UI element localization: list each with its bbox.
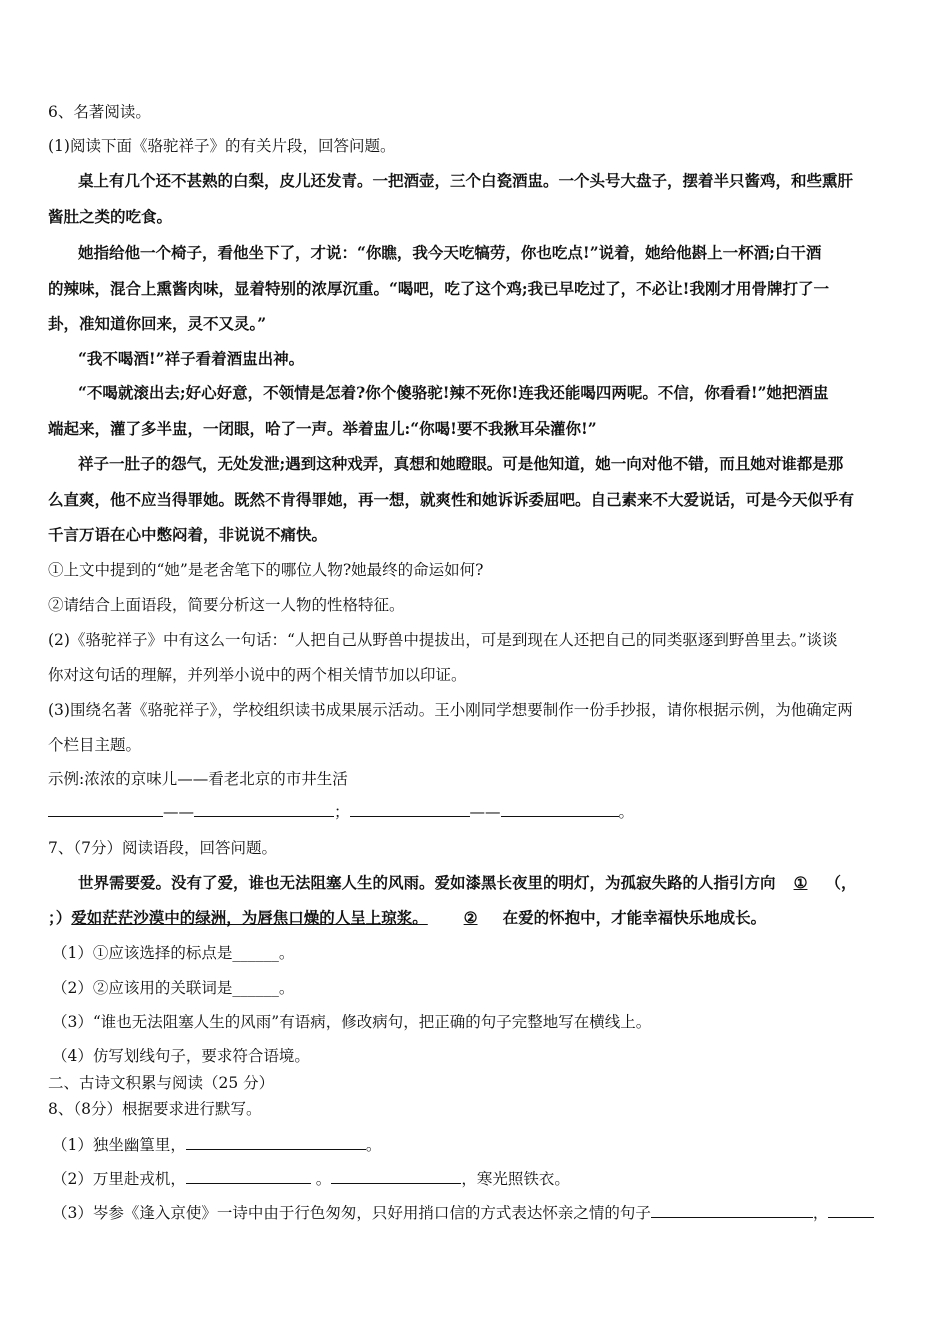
answer-blank[interactable] bbox=[501, 800, 619, 817]
passage-line: “我不喝酒!”祥子看着酒盅出神。 bbox=[78, 349, 305, 368]
q6-sub1: ①上文中提到的“她”是老舍笔下的哪位人物?她最终的命运如何? bbox=[48, 561, 484, 579]
passage-line: 的辣味，混合上熏酱肉味，显着特别的浓厚沉重。“喝吧，吃了这个鸡;我已早吃过了，不必让!我刚才用骨牌打了一 bbox=[48, 279, 829, 298]
q7-title: 7、（7分）阅读语段，回答问题。 bbox=[48, 839, 277, 857]
q8-sub2-text: （2）万里赴戎机， bbox=[52, 1170, 186, 1188]
passage-line: 桌上有几个还不甚熟的白梨，皮儿还发青。一把酒壶，三个白瓷酒盅。一个头号大盘子，摆着半只酱鸡，和些熏肝 bbox=[78, 171, 854, 190]
q8-sub3-text: （3）岑参《逢入京使》一诗中由于行色匆匆，只好用捎口信的方式表达怀亲之情的句子 bbox=[52, 1204, 651, 1222]
passage-line: 么直爽，他不应当得罪她。既然不肯得罪她，再一想，就爽性和她诉诉委屈吧。自己素来不大爱说话，可是今天似乎有 bbox=[48, 490, 855, 509]
blank-mark-2[interactable]: ② bbox=[463, 908, 478, 927]
answer-blank[interactable] bbox=[186, 1167, 311, 1184]
answer-blank[interactable] bbox=[48, 800, 163, 817]
q7-sub3: （3）“谁也无法阻塞人生的风雨”有语病，修改病句，把正确的句子完整地写在横线上。 bbox=[52, 1013, 652, 1031]
passage-line: “不喝就滚出去;好心好意，不领情是怎着?你个傻骆驼!辣不死你!连我还能喝四两呢。不信，你看看!”她把酒盅 bbox=[78, 383, 829, 402]
blank-mark-1[interactable]: ① bbox=[793, 873, 808, 892]
q8-sub2-end: ，寒光照铁衣。 bbox=[461, 1170, 570, 1188]
q6-part2-line1: (2)《骆驼祥子》中有这么一句话：“人把自己从野兽中提拔出，可是到现在人还把自己的同类驱逐到野兽里去。”谈谈 bbox=[48, 631, 838, 649]
answer-blank[interactable] bbox=[350, 800, 470, 817]
q6-part3-line1: (3)围绕名著《骆驼祥子》，学校组织读书成果展示活动。王小刚同学想要制作一份手抄报，请你根据示例，为他确定两 bbox=[48, 701, 853, 719]
q6-part1-intro: (1)阅读下面《骆驼祥子》的有关片段，回答问题。 bbox=[48, 137, 396, 155]
answer-blank[interactable] bbox=[331, 1167, 461, 1184]
q8-sub1-text: （1）独坐幽篁里， bbox=[52, 1136, 186, 1154]
q6-part2-line2: 你对这句话的理解，并列举小说中的两个相关情节加以印证。 bbox=[48, 666, 467, 684]
answer-blank[interactable] bbox=[651, 1201, 813, 1218]
underlined-sentence: 爱如茫茫沙漠中的绿洲，为唇焦口燥的人呈上琼浆。 bbox=[71, 908, 428, 927]
q6-part3-line2: 个栏目主题。 bbox=[48, 736, 142, 754]
passage-text: 在爱的怀抱中，才能幸福快乐地成长。 bbox=[502, 908, 767, 927]
blank-dash: —— bbox=[469, 803, 501, 821]
q8-title: 8、（8分）根据要求进行默写。 bbox=[48, 1100, 262, 1118]
answer-blank[interactable] bbox=[186, 1133, 366, 1150]
passage-line: 她指给他一个椅子，看他坐下了，才说：“你瞧，我今天吃犒劳，你也吃点!”说着，她给他斟上一杯酒;白干酒 bbox=[78, 243, 822, 262]
q7-sub2: （2）②应该用的关联词是______。 bbox=[52, 979, 295, 997]
passage-line: 千言万语在心中憋闷着，非说说不痛快。 bbox=[48, 525, 328, 544]
section2-title: 二、古诗文积累与阅读（25 分） bbox=[48, 1074, 275, 1092]
q6-sub2: ②请结合上面语段，简要分析这一人物的性格特征。 bbox=[48, 596, 405, 614]
passage-line: 祥子一肚子的怨气，无处发泄;遇到这种戏弄，真想和她瞪眼。可是他知道，她一向对他不错，而且她对谁都是那 bbox=[78, 454, 844, 473]
blank-end: 。 bbox=[618, 803, 635, 821]
blank-semicolon: ； bbox=[334, 803, 350, 821]
q8-sub1-end: 。 bbox=[365, 1136, 382, 1154]
q8-sub3-comma: ， bbox=[812, 1204, 829, 1222]
q7-sub4: （4）仿写划线句子，要求符合语境。 bbox=[52, 1047, 310, 1065]
q8-sub2-mid: 。 bbox=[310, 1170, 332, 1188]
q7-sub1: （1）①应该选择的标点是______。 bbox=[52, 944, 295, 962]
blank-dash: —— bbox=[163, 803, 194, 821]
q8-sub2 bbox=[52, 1167, 912, 1190]
q6-title: 6、名著阅读。 bbox=[48, 103, 151, 121]
q8-sub3 bbox=[52, 1201, 912, 1224]
q8-sub1 bbox=[52, 1133, 912, 1156]
answer-blank-row bbox=[48, 800, 908, 823]
q7-passage-line2 bbox=[48, 907, 908, 929]
q6-example: 示例:浓浓的京味儿——看老北京的市井生活 bbox=[48, 770, 348, 788]
q7-passage-line1 bbox=[78, 872, 908, 894]
answer-blank[interactable] bbox=[828, 1201, 874, 1218]
answer-blank[interactable] bbox=[194, 800, 334, 817]
passage-line: 端起来，灌了多半盅，一闭眼，哈了一声。举着盅儿:“你喝!要不我揪耳朵灌你!” bbox=[48, 419, 597, 438]
passage-line: 酱肚之类的吃食。 bbox=[48, 207, 173, 226]
passage-text: ；） bbox=[48, 908, 72, 927]
passage-text: 世界需要爱。没有了爱，谁也无法阻塞人生的风雨。爱如漆黑长夜里的明灯，为孤寂失路的人指引方向 bbox=[78, 873, 776, 892]
passage-text: （， bbox=[825, 873, 857, 892]
passage-line: 卦，准知道你回来，灵不又灵。” bbox=[48, 314, 267, 333]
